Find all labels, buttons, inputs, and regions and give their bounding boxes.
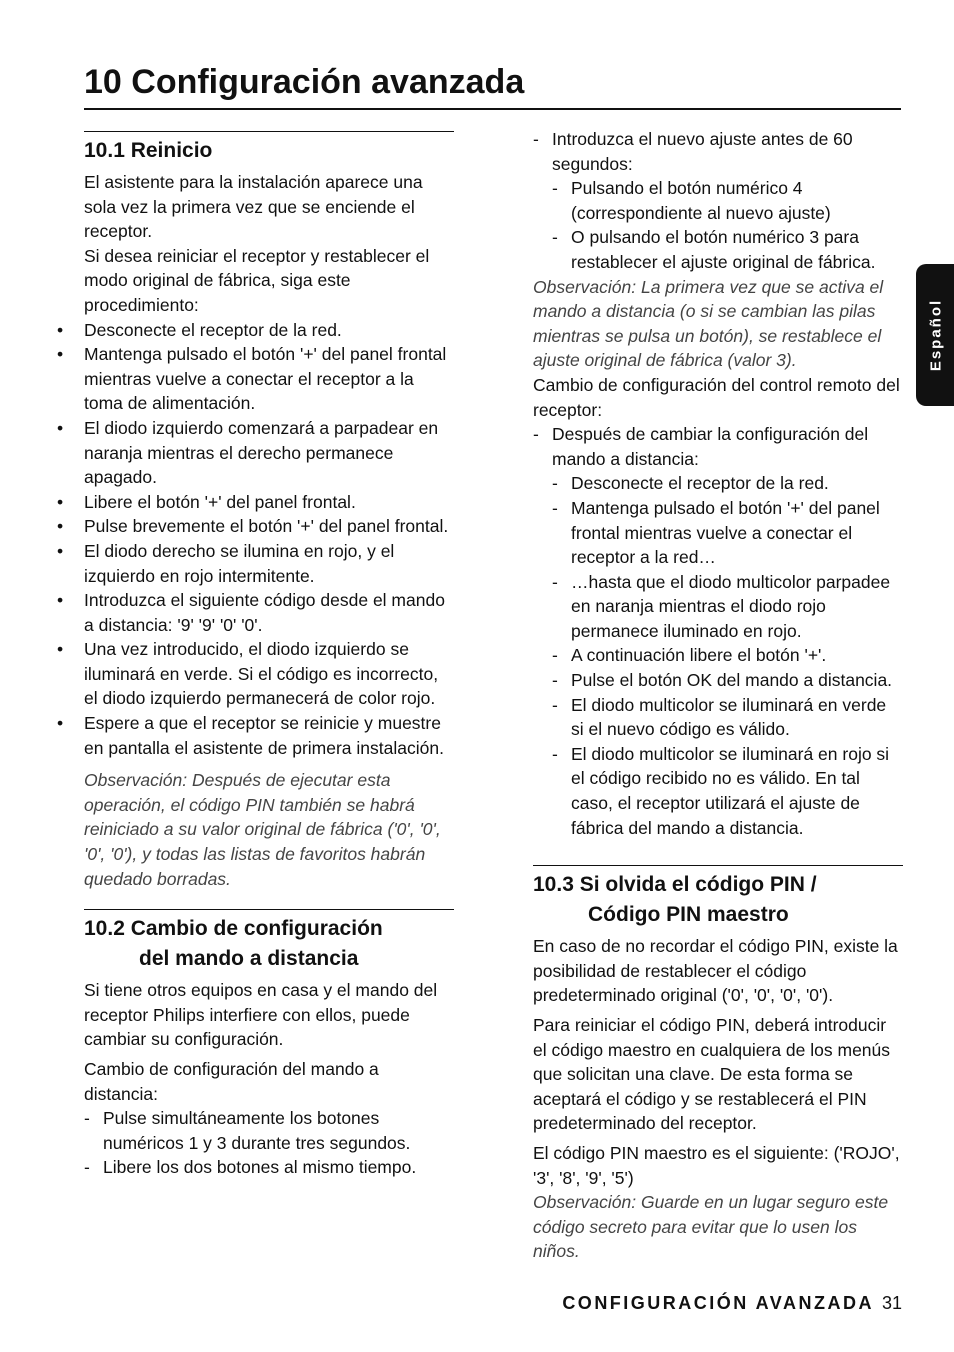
list-item: - El diodo multicolor se iluminará en verde si el nuevo código es válido. xyxy=(571,693,903,742)
list-item: - Pulse simultáneamente los botones numéricos 1 y 3 durante tres segundos. xyxy=(103,1106,454,1155)
list-item: • Introduzca el siguiente código desde el mando a distancia: '9' '9' '0' '0'. xyxy=(84,588,454,637)
note: Observación: La primera vez que se activa el mando a distancia (o si se cambian las pilas mientras se pulsa un botón), se restablece el ajuste original de fábrica (valor 3). xyxy=(533,276,884,371)
paragraph: El asistente para la instalación aparece una sola vez la primera vez que se enciende el receptor. xyxy=(84,172,423,242)
new-setting-list xyxy=(533,127,903,275)
list-item-text: Después de cambiar la configuración del mando a distancia: xyxy=(552,424,869,469)
page-footer xyxy=(562,1290,902,1316)
reset-steps-list xyxy=(84,318,454,761)
list-item: - Mantenga pulsado el botón '+' del panel frontal mientras vuelve a conectar el receptor a la red… xyxy=(571,496,903,570)
note: Observación: Guarde en un lugar seguro este código secreto para evitar que lo usen los niños. xyxy=(533,1192,889,1262)
list-item: • Libere el botón '+' del panel frontal. xyxy=(84,490,454,515)
section-heading-line: del mando a distancia xyxy=(139,947,359,971)
language-tab-label: Español xyxy=(927,298,945,372)
section-heading-line: 10.3 Si olvida el código PIN / xyxy=(533,873,817,897)
footer-chapter-title: CONFIGURACIÓN AVANZADA xyxy=(562,1293,874,1313)
paragraph: Si desea reiniciar el receptor y restablecer el modo original de fábrica, siga este procedimiento: xyxy=(84,245,430,315)
left-column xyxy=(84,131,454,1180)
list-item: • Desconecte el receptor de la red. xyxy=(84,318,454,343)
list-item: • Espere a que el receptor se reinicie y muestre en pantalla el asistente de primera instalación. xyxy=(84,711,454,760)
page-title: 10 Configuración avanzada xyxy=(84,58,901,110)
paragraph: Cambio de configuración del control remoto del receptor: xyxy=(533,374,900,420)
page-number: 31 xyxy=(881,1293,902,1313)
remote-change-steps xyxy=(84,1106,454,1180)
language-tab xyxy=(916,264,954,406)
list-item-text: Introduzca el nuevo ajuste antes de 60 segundos: xyxy=(552,129,853,174)
section-heading-line: Código PIN maestro xyxy=(588,903,789,927)
paragraph: En caso de no recordar el código PIN, existe la posibilidad de restablecer el código predeterminado original ('0', '0', '0', '0'). xyxy=(533,936,898,1006)
paragraph: Si tiene otros equipos en casa y el mando del receptor Philips interfiere con ellos, puede cambiar su configuración. xyxy=(84,980,438,1050)
list-item: - O pulsando el botón numérico 3 para restablecer el ajuste original de fábrica. xyxy=(571,225,903,274)
list-item: - El diodo multicolor se iluminará en rojo si el código recibido no es válido. En tal caso, el receptor utilizará el ajuste de fábrica del mando a distancia. xyxy=(571,742,903,840)
section-heading-cambio-mando xyxy=(84,909,454,974)
list-item: - A continuación libere el botón '+'. xyxy=(571,643,903,668)
sub-list xyxy=(552,176,903,274)
section-heading-line: 10.2 Cambio de configuración xyxy=(84,917,383,941)
sub-list xyxy=(552,471,903,840)
paragraph: El código PIN maestro es el siguiente: ('ROJO', '3', '8', '9', '5') xyxy=(533,1142,900,1188)
list-item: • Pulse brevemente el botón '+' del panel frontal. xyxy=(84,514,454,539)
right-column xyxy=(533,127,903,1264)
paragraph: Cambio de configuración del mando a distancia: xyxy=(84,1059,379,1104)
list-item: - Pulse el botón OK del mando a distancia. xyxy=(571,668,903,693)
list-item: - …hasta que el diodo multicolor parpadee en naranja mientras el diodo rojo permanece iluminado en rojo. xyxy=(571,570,903,644)
list-item: - Pulsando el botón numérico 4 (correspondiente al nuevo ajuste) xyxy=(571,176,903,225)
list-item: • El diodo derecho se ilumina en rojo, y el izquierdo en rojo intermitente. xyxy=(84,539,454,588)
list-item: • Mantenga pulsado el botón '+' del panel frontal mientras vuelve a conectar el receptor a la toma de alimentación. xyxy=(84,342,454,416)
paragraph: Para reiniciar el código PIN, deberá introducir el código maestro en cualquiera de los menús que solicitan una clave. De esta forma se aceptará el código y se restablecerá el PIN predeterminado del receptor. xyxy=(533,1015,891,1134)
list-item xyxy=(552,127,903,275)
list-item xyxy=(552,422,903,840)
list-item: • El diodo izquierdo comenzará a parpadear en naranja mientras el derecho permanece apagado. xyxy=(84,416,454,490)
section-heading-codigo-pin xyxy=(533,865,903,930)
list-item: • Una vez introducido, el diodo izquierdo se iluminará en verde. Si el código es incorrecto, el diodo izquierdo permanecerá de color rojo. xyxy=(84,637,454,711)
list-item: - Libere los dos botones al mismo tiempo. xyxy=(103,1155,454,1180)
section-heading-reinicio: 10.1 Reinicio xyxy=(84,131,454,166)
list-item: - Desconecte el receptor de la red. xyxy=(571,471,903,496)
note: Observación: Después de ejecutar esta operación, el código PIN también se habrá reiniciado a su valor original de fábrica ('0', '0', '0', '0'), y todas las listas de favoritos habrán quedado borradas. xyxy=(84,770,441,889)
receiver-change-list xyxy=(533,422,903,840)
